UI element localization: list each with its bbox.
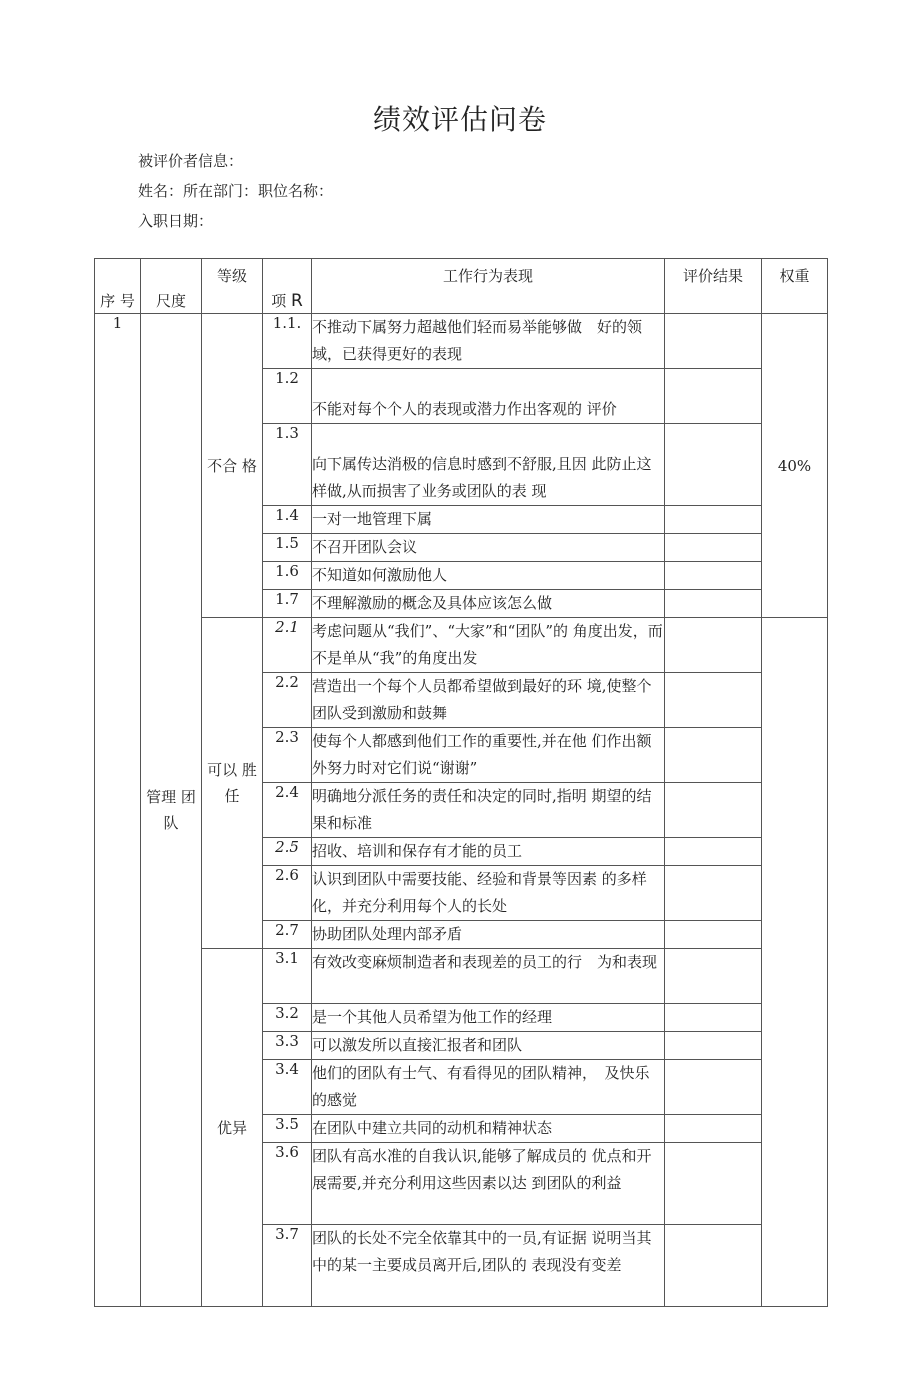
item-id: 2.1 <box>263 618 312 673</box>
result-cell[interactable] <box>665 534 762 562</box>
item-id: 2.6 <box>263 866 312 921</box>
result-cell[interactable] <box>665 838 762 866</box>
result-cell[interactable] <box>665 369 762 424</box>
level-excellent: 优异 <box>202 949 263 1307</box>
weight-cell-empty <box>762 618 828 1307</box>
page-title: 绩效评估问卷 <box>372 103 547 136</box>
header-row <box>95 259 828 314</box>
result-cell[interactable] <box>665 949 762 1004</box>
result-cell[interactable] <box>665 783 762 838</box>
header-behavior: 工作行为表现 <box>312 259 665 314</box>
result-cell[interactable] <box>665 1225 762 1307</box>
item-id: 3.5 <box>263 1115 312 1143</box>
item-description: 团队有高水准的自我认识,能够了解成员的 优点和开展需要,并充分利用这些因素以达 到团队的利益 <box>312 1143 665 1225</box>
level-unqualified: 不合 格 <box>202 314 263 618</box>
header-seq: 序 号 <box>95 259 141 314</box>
item-description: 一对一地管理下属 <box>312 506 665 534</box>
result-cell[interactable] <box>665 1032 762 1060</box>
item-description: 向下属传达消极的信息时感到不舒服,且因 此防止这样做,从而损害了业务或团队的表 现 <box>312 424 665 506</box>
name-department-position-line: 姓名：所在部门：职位名称： <box>138 182 334 200</box>
item-description: 使每个人都感到他们工作的重要性,并在他 们作出额外努力时对它们说“谢谢” <box>312 728 665 783</box>
item-description: 不召开团队会议 <box>312 534 665 562</box>
item-description: 他们的团队有士气、有看得见的团队精神， 及快乐的感觉 <box>312 1060 665 1115</box>
item-id: 1.5 <box>263 534 312 562</box>
item-id: 3.6 <box>263 1143 312 1225</box>
table-row <box>95 949 828 1004</box>
result-cell[interactable] <box>665 1060 762 1115</box>
header-item: 项 R <box>263 259 312 314</box>
result-cell[interactable] <box>665 506 762 534</box>
hire-date-line: 入职日期： <box>138 212 214 230</box>
item-id: 2.7 <box>263 921 312 949</box>
item-description: 认识到团队中需要技能、经验和背景等因素 的多样化，并充分利用每个人的长处 <box>312 866 665 921</box>
result-cell[interactable] <box>665 618 762 673</box>
item-description: 有效改变麻烦制造者和表现差的员工的行 为和表现 <box>312 949 665 1004</box>
item-id: 3.3 <box>263 1032 312 1060</box>
header-level: 等级 <box>202 259 263 314</box>
dimension-cell: 管理 团 队 <box>141 314 202 1307</box>
item-description: 团队的长处不完全依靠其中的一员,有证据 说明当其中的某一主要成员离开后,团队的 表现没有变差 <box>312 1225 665 1307</box>
item-description: 不能对每个个人的表现或潜力作出客观的 评价 <box>312 369 665 424</box>
item-description: 是一个其他人员希望为他工作的经理 <box>312 1004 665 1032</box>
result-cell[interactable] <box>665 424 762 506</box>
result-cell[interactable] <box>665 314 762 369</box>
result-cell[interactable] <box>665 562 762 590</box>
item-description: 不推动下属努力超越他们轻而易举能够做 好的领域，已获得更好的表现 <box>312 314 665 369</box>
item-description: 协助团队处理内部矛盾 <box>312 921 665 949</box>
item-id: 2.4 <box>263 783 312 838</box>
result-cell[interactable] <box>665 1004 762 1032</box>
item-id: 1.2 <box>263 369 312 424</box>
item-description: 营造出一个每个人员都希望做到最好的环 境,使整个团队受到激励和鼓舞 <box>312 673 665 728</box>
item-id: 3.1 <box>263 949 312 1004</box>
item-description: 不理解激励的概念及具体应该怎么做 <box>312 590 665 618</box>
result-cell[interactable] <box>665 1115 762 1143</box>
weight-cell: 40% <box>762 314 828 618</box>
item-description: 不知道如何激励他人 <box>312 562 665 590</box>
header-weight: 权重 <box>762 259 828 314</box>
item-id: 1.1. <box>263 314 312 369</box>
result-cell[interactable] <box>665 866 762 921</box>
level-competent: 可以 胜任 <box>202 618 263 949</box>
evaluation-table <box>94 258 828 1307</box>
item-id: 2.5 <box>263 838 312 866</box>
header-dimension: 尺度 <box>141 259 202 314</box>
table-row <box>95 314 828 369</box>
item-id: 3.7 <box>263 1225 312 1307</box>
item-id: 2.2 <box>263 673 312 728</box>
header-result: 评价结果 <box>665 259 762 314</box>
item-id: 3.2 <box>263 1004 312 1032</box>
item-description: 考虑问题从“我们”、“大家”和“团队”的 角度出发，而不是单从“我”的角度出发 <box>312 618 665 673</box>
item-id: 1.3 <box>263 424 312 506</box>
result-cell[interactable] <box>665 921 762 949</box>
item-id: 3.4 <box>263 1060 312 1115</box>
result-cell[interactable] <box>665 590 762 618</box>
result-cell[interactable] <box>665 728 762 783</box>
result-cell[interactable] <box>665 1143 762 1225</box>
item-id: 1.7 <box>263 590 312 618</box>
item-id: 2.3 <box>263 728 312 783</box>
item-description: 可以激发所以直接汇报者和团队 <box>312 1032 665 1060</box>
item-id: 1.6 <box>263 562 312 590</box>
result-cell[interactable] <box>665 673 762 728</box>
seq-number: 1 <box>95 314 141 1307</box>
item-id: 1.4 <box>263 506 312 534</box>
item-description: 招收、培训和保存有才能的员工 <box>312 838 665 866</box>
item-description: 在团队中建立共同的动机和精神状态 <box>312 1115 665 1143</box>
evaluatee-info-label: 被评价者信息： <box>138 152 244 170</box>
table-row <box>95 618 828 673</box>
item-description: 明确地分派任务的责任和决定的同时,指明 期望的结果和标准 <box>312 783 665 838</box>
